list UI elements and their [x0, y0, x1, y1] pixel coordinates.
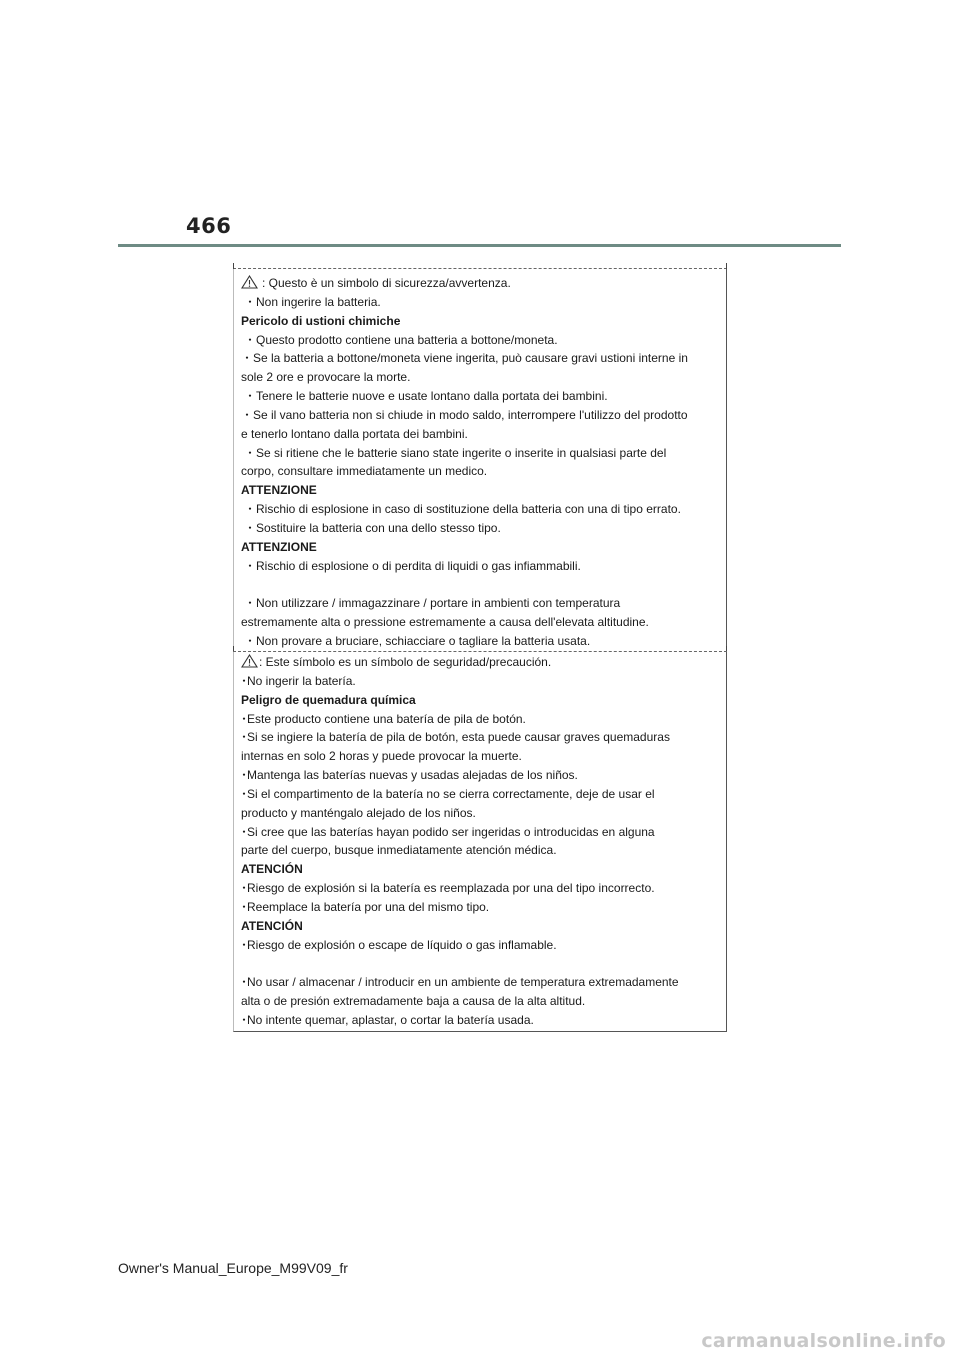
warning-line: ･Riesgo de explosión o escape de líquido o gas inflamable. — [241, 937, 557, 952]
symbol-description: : Este símbolo es un símbolo de seguridad/precaución. — [259, 655, 552, 669]
warning-line: ･Riesgo de explosión si la batería es reemplazada por una del tipo incorrecto. — [241, 881, 655, 896]
corner-tick — [726, 263, 727, 269]
warning-line: corpo, consultare immediatamente un medico. — [241, 464, 488, 479]
warning-line: ･Si se ingiere la batería de pila de botón, esta puede causar graves quemaduras — [241, 730, 670, 745]
warning-line: ･Reemplace la batería por una del mismo tipo. — [241, 899, 490, 914]
warning-line: ・Rischio di esplosione o di perdita di liquidi o gas infiammabili. — [244, 558, 581, 573]
warning-line: ･Mantenga las baterías nuevas y usadas alejadas de los niños. — [241, 768, 578, 783]
spanish-warning-section — [241, 653, 713, 1030]
warning-line: producto y manténgalo alejado de los niños. — [241, 805, 476, 820]
warning-line: ･Este producto contiene una batería de pila de botón. — [241, 711, 526, 726]
header-rule — [118, 244, 841, 247]
watermark: carmanualsonline.info — [701, 1330, 946, 1352]
warning-line: ・Se la batteria a bottone/moneta viene ingerita, può causare gravi ustioni interne in — [241, 351, 688, 366]
symbol-line — [241, 653, 713, 672]
section-divider — [233, 651, 727, 652]
warning-line: estremamente alta o pressione estremamente a causa dell'elevata altitudine. — [241, 615, 649, 630]
warning-heading: ATTENZIONE — [241, 539, 317, 554]
warning-line: ・Questo prodotto contiene una batteria a bottone/moneta. — [244, 332, 558, 347]
warning-line: ･No ingerir la batería. — [241, 673, 356, 688]
warning-line: ･No intente quemar, aplastar, o cortar la batería usada. — [241, 1013, 534, 1028]
warning-line: parte del cuerpo, busque inmediatamente atención médica. — [241, 843, 557, 858]
warning-heading: ATTENZIONE — [241, 483, 317, 498]
warning-line: ・Se si ritiene che le batterie siano state ingerite o inserite in qualsiasi parte del — [244, 445, 667, 460]
warning-heading: Peligro de quemadura química — [241, 692, 416, 707]
warning-line: alta o de presión extremadamente baja a causa de la alta altitud. — [241, 994, 586, 1009]
warning-triangle-icon — [241, 275, 258, 289]
corner-tick — [233, 263, 234, 269]
warning-line: ・Se il vano batteria non si chiude in modo saldo, interrompere l'utilizzo del prodotto — [241, 407, 688, 422]
warning-heading: Pericolo di ustioni chimiche — [241, 313, 401, 328]
warning-line: ・Sostituire la batteria con una dello stesso tipo. — [244, 520, 501, 535]
blank-line — [241, 576, 713, 595]
warning-line: ･Si el compartimento de la batería no se cierra correctamente, deje de usar el — [241, 786, 655, 801]
page-number: 466 — [186, 214, 232, 238]
warning-line: ･Si cree que las baterías hayan podido ser ingeridas o introducidas en alguna — [241, 824, 655, 839]
warning-line: sole 2 ore e provocare la morte. — [241, 370, 411, 385]
warning-line: ・Rischio di esplosione in caso di sostituzione della batteria con una di tipo errato. — [244, 502, 681, 517]
warning-heading: ATENCIÓN — [241, 918, 303, 933]
warning-line: internas en solo 2 horas y puede provocar la muerte. — [241, 749, 522, 764]
warning-line: e tenerlo lontano dalla portata dei bambini. — [241, 426, 468, 441]
symbol-line — [241, 274, 713, 293]
warning-line: ・Non utilizzare / immagazzinare / portare in ambienti con temperatura — [244, 596, 621, 611]
symbol-description: : Questo è un simbolo di sicurezza/avvertenza. — [262, 276, 511, 290]
blank-line — [241, 955, 713, 974]
warning-line: ・Non provare a bruciare, schiacciare o tagliare la batteria usata. — [244, 634, 591, 649]
manual-footer: Owner's Manual_Europe_M99V09_fr — [118, 1260, 348, 1276]
italian-warning-section — [241, 274, 713, 651]
warning-line: ･No usar / almacenar / introducir en un ambiente de temperatura extremadamente — [241, 975, 679, 990]
warning-line: ・Tenere le batterie nuove e usate lontano dalla portata dei bambini. — [244, 389, 608, 404]
warning-line: ・Non ingerire la batteria. — [244, 294, 381, 309]
warning-triangle-icon — [241, 654, 258, 668]
warning-heading: ATENCIÓN — [241, 862, 303, 877]
